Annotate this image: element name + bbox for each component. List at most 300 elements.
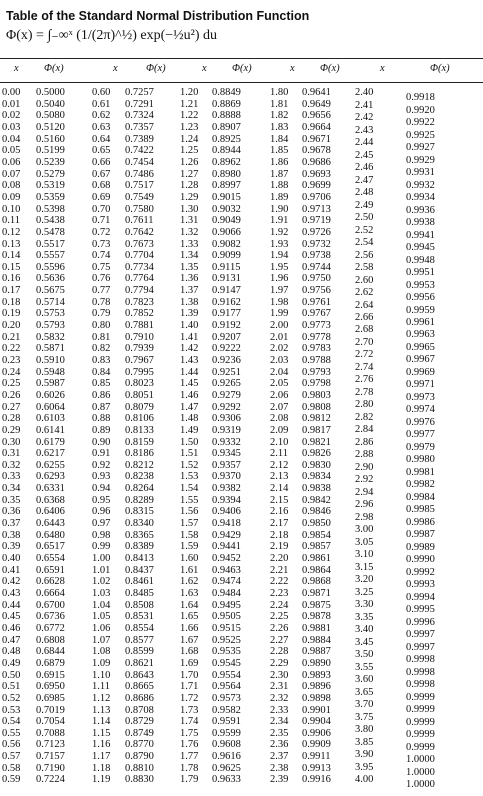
table-cell-phi: 0.9936 [406, 204, 435, 216]
table-cell-phi: 0.8238 [125, 471, 154, 483]
table-cell-x: 2.35 [270, 727, 289, 739]
table-cell-x: 1.30 [180, 203, 199, 215]
table-cell-x: 2.14 [270, 483, 289, 495]
table-cell-phi: 0.7939 [125, 343, 154, 355]
table-cell-x: 2.21 [270, 564, 289, 576]
table-cell-x: 2.66 [355, 312, 374, 323]
table-cell-phi: 0.5120 [36, 122, 65, 133]
table-cell-phi: 0.9998 [406, 679, 435, 691]
table-cell-x: 1.19 [92, 774, 111, 786]
table-cell-x: 1.16 [92, 739, 111, 751]
table-cell-x: 3.55 [355, 661, 374, 673]
table-cell-x: 0.29 [2, 424, 21, 436]
table-cell-x: 1.92 [270, 226, 289, 238]
table-cell-phi: 0.9066 [212, 226, 241, 238]
table-cell-x: 3.05 [355, 536, 374, 548]
table-cell-x: 2.40 [355, 87, 374, 98]
table-cell-x: 1.20 [180, 87, 199, 98]
table-cell-phi: 0.5871 [36, 343, 65, 355]
table-cell-x: 0.50 [2, 669, 21, 681]
table-cell-phi: 0.8079 [125, 401, 154, 413]
table-cell-x: 0.76 [92, 273, 111, 285]
table-cell-phi: 0.9999 [406, 691, 435, 703]
table-cell-phi: 0.9846 [302, 506, 331, 518]
table-cell-x: 0.72 [92, 226, 111, 238]
table-cell-phi: 0.7673 [125, 238, 154, 250]
table-cell-phi: 0.5040 [36, 98, 65, 110]
table-cell-phi: 0.5793 [36, 320, 65, 331]
table-cell-x: 2.70 [355, 336, 374, 348]
table-cell-phi: 0.9861 [302, 553, 331, 564]
table-cell-phi: 0.6103 [36, 413, 65, 425]
table-cell-phi: 0.5359 [36, 191, 65, 203]
table-cell-phi: 0.9909 [302, 739, 331, 751]
table-cell-phi: 0.9177 [212, 308, 241, 320]
table-cell-phi: 0.9345 [212, 448, 241, 460]
table-cell-phi: 0.5832 [36, 331, 65, 343]
table-cell-x: 3.90 [355, 749, 374, 761]
table-cell-x: 2.33 [270, 704, 289, 716]
table-cell-phi: 0.6950 [36, 681, 65, 693]
table-cell-x: 0.34 [2, 483, 21, 495]
table-cell-phi: 0.9207 [212, 331, 241, 343]
table-cell-x: 1.91 [270, 215, 289, 227]
table-cell-phi: 0.9049 [212, 215, 241, 227]
table-cell-phi: 0.5438 [36, 215, 65, 227]
table-cell-phi: 0.9901 [302, 704, 331, 716]
table-cell-x: 1.75 [180, 727, 199, 739]
table-cell-phi: 0.6480 [36, 529, 65, 541]
table-cell-phi: 0.9162 [212, 296, 241, 308]
table-cell-x: 0.23 [2, 354, 21, 366]
table-cell-phi: 0.9850 [302, 518, 331, 530]
table-cell-x: 2.13 [270, 471, 289, 483]
table-cell-phi: 0.7157 [36, 751, 65, 763]
table-cell-x: 2.28 [270, 646, 289, 658]
table-cell-x: 0.12 [2, 226, 21, 238]
table-cell-x: 2.82 [355, 411, 374, 423]
table-cell-x: 1.72 [180, 692, 199, 704]
table-cell-phi: 0.9099 [212, 250, 241, 262]
table-cell-phi: 0.9938 [406, 217, 435, 228]
header-phi-3: Φ(x) [232, 63, 252, 74]
table-cell-phi: 0.9999 [406, 741, 435, 753]
table-cell-phi: 0.9898 [302, 692, 331, 704]
table-cell-x: 1.12 [92, 692, 111, 704]
table-cell-x: 0.33 [2, 471, 21, 483]
table-cell-phi: 0.9826 [302, 448, 331, 460]
table-cell-phi: 0.8962 [212, 156, 241, 168]
table-cell-phi: 0.7611 [125, 215, 154, 227]
table-cell-x: 0.44 [2, 599, 21, 611]
table-cell-phi: 0.6331 [36, 483, 65, 495]
table-cell-x: 0.92 [92, 459, 111, 471]
table-cell-x: 2.48 [355, 187, 374, 198]
table-cell-phi: 0.7852 [125, 308, 154, 320]
table-cell-x: 1.42 [180, 343, 199, 355]
table-cell-x: 0.35 [2, 494, 21, 506]
table-cell-x: 1.34 [180, 250, 199, 262]
table-cell-x: 1.40 [180, 320, 199, 331]
table-cell-phi: 0.9999 [406, 729, 435, 741]
table-cell-phi: 0.8554 [125, 622, 154, 634]
table-cell-x: 1.53 [180, 471, 199, 483]
table-cell-phi: 0.9997 [406, 629, 435, 641]
table-cell-phi: 0.9319 [212, 424, 241, 436]
table-cell-x: 1.64 [180, 599, 199, 611]
table-cell-x: 2.26 [270, 622, 289, 634]
table-cell-x: 1.27 [180, 168, 199, 180]
table-cell-x: 0.24 [2, 366, 21, 378]
table-cell-x: 1.96 [270, 273, 289, 285]
table-cell-phi: 0.9985 [406, 504, 435, 516]
table-cell-phi: 0.9911 [302, 751, 331, 763]
table-cell-x: 0.77 [92, 285, 111, 297]
table-cell-phi: 0.6064 [36, 401, 65, 413]
table-cell-x: 0.36 [2, 506, 21, 518]
table-cell-phi: 0.9738 [302, 250, 331, 262]
table-cell-phi: 0.6517 [36, 541, 65, 553]
table-cell-x: 2.58 [355, 262, 374, 273]
table-cell-phi: 0.9918 [406, 92, 435, 103]
table-cell-phi: 0.5675 [36, 285, 65, 297]
table-cell-x: 1.51 [180, 448, 199, 460]
table-cell-phi: 0.9452 [212, 553, 241, 564]
table-cell-phi: 0.9990 [406, 554, 435, 566]
table-cell-x: 2.23 [270, 587, 289, 599]
table-cell-x: 2.45 [355, 149, 374, 161]
table-cell-x: 1.69 [180, 657, 199, 669]
divider-header [0, 82, 483, 83]
table-cell-phi: 0.5319 [36, 180, 65, 192]
table-cell-phi: 0.5910 [36, 354, 65, 366]
table-cell-phi: 0.6406 [36, 506, 65, 518]
table-cell-phi: 0.9974 [406, 404, 435, 416]
table-cell-x: 1.22 [180, 110, 199, 122]
table-cell-x: 2.78 [355, 386, 374, 398]
table-cell-x: 0.73 [92, 238, 111, 250]
table-cell-phi: 0.9945 [406, 242, 435, 253]
table-cell-phi: 0.7995 [125, 366, 154, 378]
table-cell-phi: 0.9989 [406, 541, 435, 553]
table-cell-x: 0.61 [92, 98, 111, 110]
table-cell-phi: 0.9973 [406, 391, 435, 403]
table-cell-x: 0.83 [92, 354, 111, 366]
table-cell-phi: 0.9279 [212, 389, 241, 401]
table-cell-phi: 0.9773 [302, 320, 331, 331]
table-cell-x: 2.10 [270, 436, 289, 448]
table-cell-x: 2.92 [355, 474, 374, 486]
normal-distribution-table [0, 87, 483, 791]
table-cell-x: 0.42 [2, 576, 21, 588]
table-cell-phi: 0.9370 [212, 471, 241, 483]
table-cell-x: 0.84 [92, 366, 111, 378]
table-cell-x: 2.37 [270, 751, 289, 763]
table-cell-phi: 0.9881 [302, 622, 331, 634]
table-cell-phi: 0.8159 [125, 436, 154, 448]
table-cell-phi: 0.9382 [212, 483, 241, 495]
table-cell-x: 2.96 [355, 499, 374, 511]
table-cell-phi: 0.8770 [125, 739, 154, 751]
table-cell-phi: 0.9941 [406, 229, 435, 241]
table-cell-phi: 0.7454 [125, 156, 154, 168]
table-cell-x: 0.40 [2, 553, 21, 564]
table-cell-phi: 0.8810 [125, 762, 154, 774]
table-cell-x: 1.09 [92, 657, 111, 669]
table-cell-phi: 0.8665 [125, 681, 154, 693]
table-cell-phi: 0.7088 [36, 727, 65, 739]
table-cell-phi: 0.9931 [406, 167, 435, 178]
header-phi-2: Φ(x) [146, 63, 166, 74]
table-cell-x: 1.41 [180, 331, 199, 343]
table-cell-phi: 0.9927 [406, 142, 435, 153]
table-cell-phi: 0.9251 [212, 366, 241, 378]
table-cell-phi: 0.9967 [406, 354, 435, 366]
table-cell-x: 0.86 [92, 389, 111, 401]
table-cell-phi: 0.6141 [36, 424, 65, 436]
header-x-1: x [14, 63, 19, 74]
table-cell-phi: 0.9115 [212, 261, 241, 273]
table-cell-phi: 0.5517 [36, 238, 65, 250]
table-cell-x: 2.84 [355, 424, 374, 436]
table-cell-x: 0.17 [2, 285, 21, 297]
table-cell-x: 0.81 [92, 331, 111, 343]
table-cell-phi: 0.9868 [302, 576, 331, 588]
table-cell-phi: 0.9875 [302, 599, 331, 611]
table-cell-x: 1.61 [180, 564, 199, 576]
table-cell-x: 1.97 [270, 285, 289, 297]
table-cell-phi: 0.9834 [302, 471, 331, 483]
table-cell-x: 1.70 [180, 669, 199, 681]
table-cell-phi: 0.9633 [212, 774, 241, 786]
table-cell-phi: 0.8980 [212, 168, 241, 180]
table-cell-x: 1.45 [180, 378, 199, 390]
table-cell-x: 0.26 [2, 389, 21, 401]
table-cell-x: 2.06 [270, 389, 289, 401]
table-cell-x: 0.02 [2, 110, 21, 122]
table-cell-x: 1.63 [180, 587, 199, 599]
table-cell-x: 2.19 [270, 541, 289, 553]
table-cell-phi: 0.7517 [125, 180, 154, 192]
table-cell-phi: 0.5080 [36, 110, 65, 122]
table-cell-x: 1.59 [180, 541, 199, 553]
table-cell-x: 4.00 [355, 774, 374, 786]
table-cell-phi: 0.7190 [36, 762, 65, 774]
table-cell-x: 1.74 [180, 716, 199, 728]
table-cell-phi: 0.9817 [302, 424, 331, 436]
table-cell-x: 0.11 [2, 215, 20, 227]
table-cell-phi: 0.9767 [302, 308, 331, 320]
table-cell-x: 2.09 [270, 424, 289, 436]
table-cell-phi: 0.8413 [125, 553, 154, 564]
table-cell-x: 3.80 [355, 724, 374, 736]
table-cell-phi: 0.8365 [125, 529, 154, 541]
table-cell-x: 2.34 [270, 716, 289, 728]
table-cell-phi: 0.9821 [302, 436, 331, 448]
table-cell-x: 0.71 [92, 215, 111, 227]
table-cell-x: 1.60 [180, 553, 199, 564]
table-cell-phi: 0.9963 [406, 329, 435, 341]
table-cell-x: 0.68 [92, 180, 111, 192]
table-cell-x: 1.49 [180, 424, 199, 436]
table-cell-phi: 0.8212 [125, 459, 154, 471]
table-cell-x: 1.18 [92, 762, 111, 774]
table-cell-x: 1.52 [180, 459, 199, 471]
table-cell-phi: 0.9719 [302, 215, 331, 227]
table-cell-phi: 0.9515 [212, 622, 241, 634]
table-cell-phi: 0.9783 [302, 343, 331, 355]
table-cell-x: 0.20 [2, 320, 21, 331]
table-cell-x: 0.94 [92, 483, 111, 495]
table-cell-x: 1.95 [270, 261, 289, 273]
table-cell-phi: 0.9750 [302, 273, 331, 285]
table-cell-x: 0.21 [2, 331, 21, 343]
table-cell-x: 1.23 [180, 122, 199, 133]
table-cell-x: 2.01 [270, 331, 289, 343]
table-cell-phi: 0.7291 [125, 98, 154, 110]
table-cell-x: 1.01 [92, 564, 111, 576]
table-cell-phi: 0.6844 [36, 646, 65, 658]
table-cell-x: 1.50 [180, 436, 199, 448]
table-cell-phi: 0.9015 [212, 191, 241, 203]
table-cell-phi: 0.9981 [406, 466, 435, 478]
table-cell-phi: 0.8389 [125, 541, 154, 553]
table-cell-x: 0.45 [2, 611, 21, 623]
table-cell-x: 3.30 [355, 599, 374, 611]
table-cell-phi: 0.9803 [302, 389, 331, 401]
table-cell-phi: 0.7764 [125, 273, 154, 285]
table-cell-phi: 0.6985 [36, 692, 65, 704]
table-cell-phi: 0.9463 [212, 564, 241, 576]
table-cell-x: 0.07 [2, 168, 21, 180]
table-cell-x: 1.71 [180, 681, 199, 693]
table-cell-phi: 0.9484 [212, 587, 241, 599]
table-cell-x: 3.50 [355, 649, 374, 661]
table-cell-x: 0.56 [2, 739, 21, 751]
table-cell-phi: 0.5714 [36, 296, 65, 308]
table-cell-x: 0.28 [2, 413, 21, 425]
table-cell-phi: 0.8599 [125, 646, 154, 658]
table-cell-x: 2.18 [270, 529, 289, 541]
table-cell-x: 2.60 [355, 274, 374, 286]
table-cell-x: 1.77 [180, 751, 199, 763]
table-cell-x: 0.55 [2, 727, 21, 739]
table-cell-phi: 0.7881 [125, 320, 154, 331]
table-cell-x: 0.16 [2, 273, 21, 285]
table-cell-x: 0.18 [2, 296, 21, 308]
table-cell-x: 0.25 [2, 378, 21, 390]
table-cell-phi: 0.8106 [125, 413, 154, 425]
table-cell-x: 1.29 [180, 191, 199, 203]
table-cell-phi: 0.9394 [212, 494, 241, 506]
table-cell-x: 1.25 [180, 145, 199, 157]
table-cell-x: 0.10 [2, 203, 21, 215]
table-cell-phi: 0.8643 [125, 669, 154, 681]
table-cell-x: 1.46 [180, 389, 199, 401]
table-cell-x: 0.66 [92, 156, 111, 168]
table-cell-phi: 0.9922 [406, 117, 435, 128]
table-cell-x: 0.99 [92, 541, 111, 553]
table-cell-phi: 0.9608 [212, 739, 241, 751]
table-cell-phi: 0.5279 [36, 168, 65, 180]
table-cell-phi: 0.5239 [36, 156, 65, 168]
table-cell-phi: 0.7549 [125, 191, 154, 203]
table-cell-x: 2.42 [355, 112, 374, 123]
table-cell-phi: 0.6443 [36, 518, 65, 530]
table-cell-phi: 0.6628 [36, 576, 65, 588]
table-cell-x: 2.56 [355, 249, 374, 261]
table-cell-x: 3.00 [355, 524, 374, 536]
table-cell-x: 2.47 [355, 174, 374, 186]
table-cell-x: 3.85 [355, 736, 374, 748]
table-cell-phi: 0.9887 [302, 646, 331, 658]
table-cell-phi: 0.9756 [302, 285, 331, 297]
table-cell-x: 1.93 [270, 238, 289, 250]
table-cell-phi: 0.9192 [212, 320, 241, 331]
table-cell-phi: 0.9788 [302, 354, 331, 366]
table-cell-phi: 0.7823 [125, 296, 154, 308]
table-cell-x: 0.49 [2, 657, 21, 669]
table-cell-x: 1.56 [180, 506, 199, 518]
table-cell-x: 1.82 [270, 110, 289, 122]
table-cell-x: 0.62 [92, 110, 111, 122]
table-cell-x: 0.87 [92, 401, 111, 413]
table-cell-x: 0.37 [2, 518, 21, 530]
table-cell-phi: 0.9993 [406, 579, 435, 591]
table-cell-x: 0.09 [2, 191, 21, 203]
table-cell-x: 0.88 [92, 413, 111, 425]
table-cell-x: 0.78 [92, 296, 111, 308]
table-cell-phi: 1.0000 [406, 766, 435, 778]
table-cell-phi: 0.5636 [36, 273, 65, 285]
table-cell-x: 1.32 [180, 226, 199, 238]
table-cell-x: 0.91 [92, 448, 111, 460]
table-cell-phi: 0.9798 [302, 378, 331, 390]
table-cell-phi: 0.9147 [212, 285, 241, 297]
table-cell-phi: 0.9842 [302, 494, 331, 506]
table-cell-x: 0.47 [2, 634, 21, 646]
table-cell-x: 2.08 [270, 413, 289, 425]
table-cell-phi: 0.9904 [302, 716, 331, 728]
table-cell-x: 2.17 [270, 518, 289, 530]
table-cell-x: 1.78 [180, 762, 199, 774]
table-cell-x: 0.90 [92, 436, 111, 448]
table-cell-x: 3.15 [355, 561, 374, 573]
table-cell-phi: 0.5987 [36, 378, 65, 390]
table-cell-x: 2.04 [270, 366, 289, 378]
table-cell-phi: 0.8944 [212, 145, 241, 157]
table-cell-phi: 0.5753 [36, 308, 65, 320]
table-cell-phi: 0.6368 [36, 494, 65, 506]
table-cell-phi: 0.8888 [212, 110, 241, 122]
table-cell-x: 0.15 [2, 261, 21, 273]
header-x-5: x [380, 63, 385, 74]
table-cell-x: 0.01 [2, 98, 21, 110]
table-cell-x: 0.43 [2, 587, 21, 599]
table-cell-x: 0.80 [92, 320, 111, 331]
table-cell-phi: 0.6879 [36, 657, 65, 669]
table-cell-x: 1.36 [180, 273, 199, 285]
table-cell-phi: 0.6808 [36, 634, 65, 646]
table-cell-phi: 0.7580 [125, 203, 154, 215]
table-cell-x: 1.73 [180, 704, 199, 716]
table-cell-x: 3.10 [355, 549, 374, 561]
table-cell-x: 1.06 [92, 622, 111, 634]
table-cell-phi: 0.8621 [125, 657, 154, 669]
table-cell-phi: 0.9808 [302, 401, 331, 413]
table-cell-x: 2.52 [355, 224, 374, 236]
table-cell-x: 1.38 [180, 296, 199, 308]
